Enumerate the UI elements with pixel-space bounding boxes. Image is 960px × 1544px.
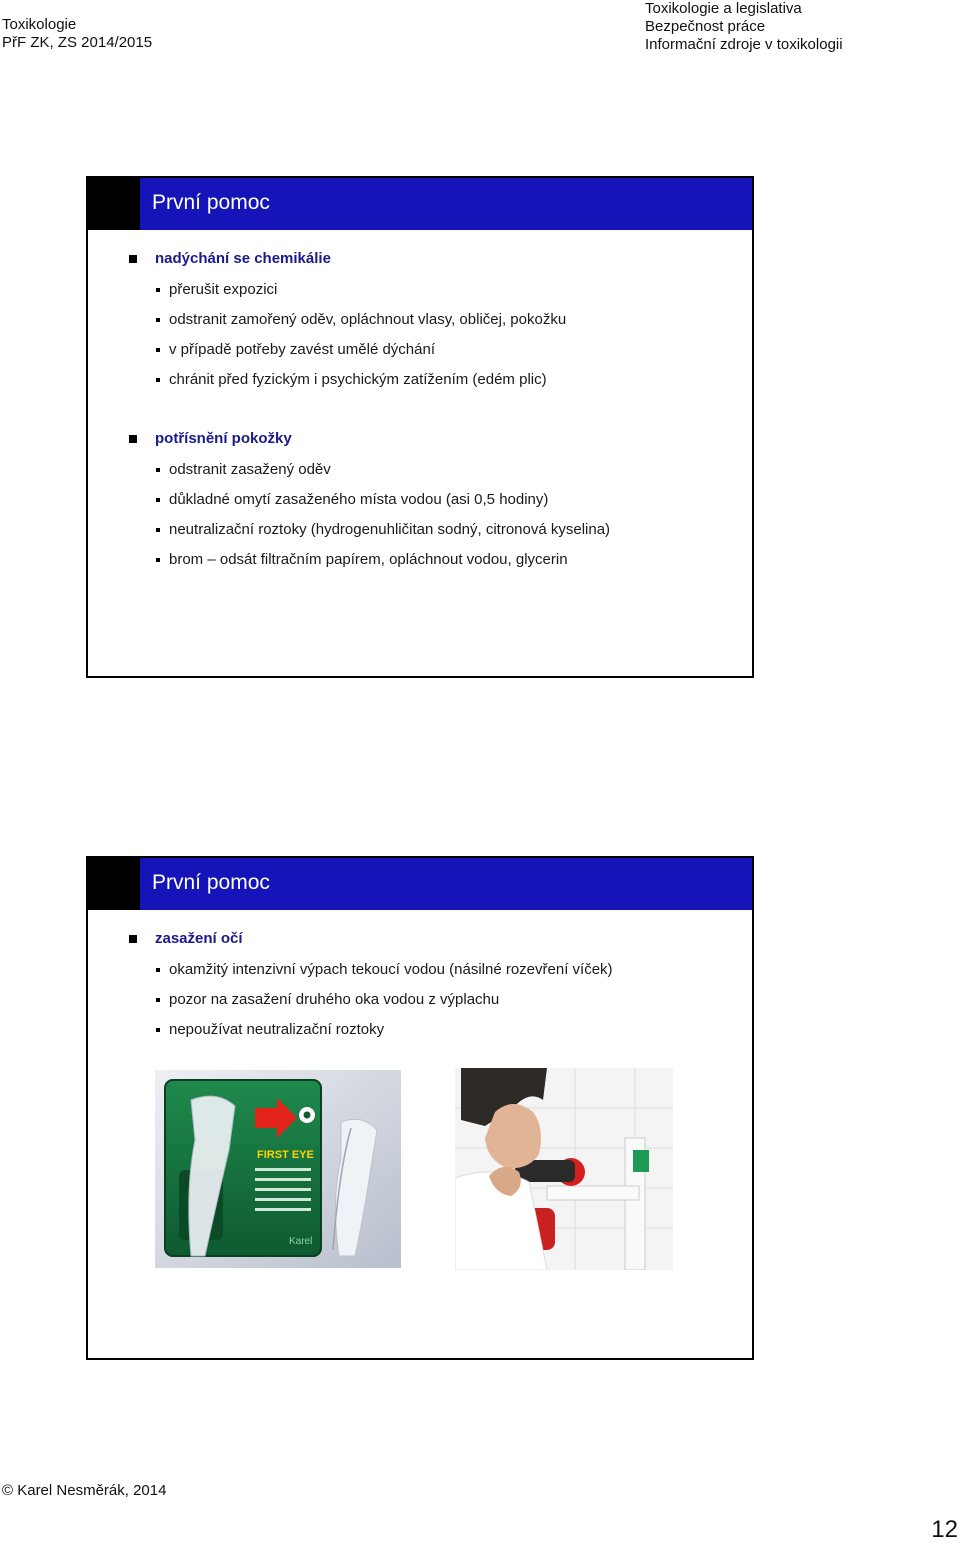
- list-item: pozor na zasažení druhého oka vodou z výplachu: [169, 991, 499, 1008]
- bullet-icon: [156, 968, 160, 972]
- square-bullet-icon: [129, 255, 137, 263]
- list-item: chránit před fyzickým i psychickým zatížením (edém plic): [169, 371, 547, 388]
- bullet-icon: [156, 348, 160, 352]
- eyewash-kit-illustration: [155, 1070, 401, 1268]
- list-item: nepoužívat neutralizační roztoky: [169, 1021, 384, 1038]
- copyright: © Karel Nesměrák, 2014: [2, 1482, 167, 1499]
- eyewash-kit-photo: [155, 1070, 401, 1268]
- list-item: neutralizační roztoky (hydrogenuhličitan sodný, citronová kyselina): [169, 521, 610, 538]
- slide-title-bar: [88, 178, 752, 230]
- section-heading: zasažení očí: [155, 930, 243, 947]
- list-item: brom – odsát filtračním papírem, opláchnout vodou, glycerin: [169, 551, 568, 568]
- bullet-icon: [156, 378, 160, 382]
- bullet-icon: [156, 318, 160, 322]
- slide-title: První pomoc: [152, 871, 270, 894]
- title-bar-accent: [88, 858, 140, 910]
- bullet-icon: [156, 558, 160, 562]
- list-item: v případě potřeby zavést umělé dýchání: [169, 341, 435, 358]
- list-item: důkladné omytí zasaženého místa vodou (asi 0,5 hodiny): [169, 491, 548, 508]
- bullet-icon: [156, 528, 160, 532]
- bullet-icon: [156, 468, 160, 472]
- slide-first-aid-2: [86, 856, 754, 1360]
- slide-title: První pomoc: [152, 191, 270, 214]
- kit-brand: Karel: [289, 1236, 313, 1247]
- slide-title-bar: [88, 858, 752, 910]
- list-item: přerušit expozici: [169, 281, 277, 298]
- square-bullet-icon: [129, 935, 137, 943]
- list-item: okamžitý intenzivní výpach tekoucí vodou (násilné rozevření víček): [169, 961, 613, 978]
- eyewash-station-illustration: [455, 1068, 673, 1270]
- section-heading: potřísnění pokožky: [155, 430, 292, 447]
- bullet-icon: [156, 1028, 160, 1032]
- page-number: 12: [931, 1516, 958, 1543]
- topic-line-2: Bezpečnost práce: [645, 18, 766, 35]
- course-header: [2, 16, 152, 52]
- topic-line-3: Informační zdroje v toxikologii: [645, 36, 843, 53]
- bullet-icon: [156, 288, 160, 292]
- course-title: Toxikologie: [2, 16, 77, 33]
- bullet-icon: [156, 998, 160, 1002]
- section-heading: nadýchání se chemikálie: [155, 250, 331, 267]
- list-item: odstranit zasažený oděv: [169, 461, 331, 478]
- list-item: odstranit zamořený oděv, opláchnout vlasy, obličej, pokožku: [169, 311, 566, 328]
- topic-line-1: Toxikologie a legislativa: [645, 0, 802, 17]
- topic-header: [645, 0, 843, 54]
- eyewash-station-photo: [455, 1068, 673, 1270]
- slide-first-aid-1: [86, 176, 754, 678]
- course-term: PřF ZK, ZS 2014/2015: [2, 34, 153, 51]
- square-bullet-icon: [129, 435, 137, 443]
- bullet-icon: [156, 498, 160, 502]
- kit-sign-text: FIRST EYE: [257, 1149, 314, 1161]
- title-bar-accent: [88, 178, 140, 230]
